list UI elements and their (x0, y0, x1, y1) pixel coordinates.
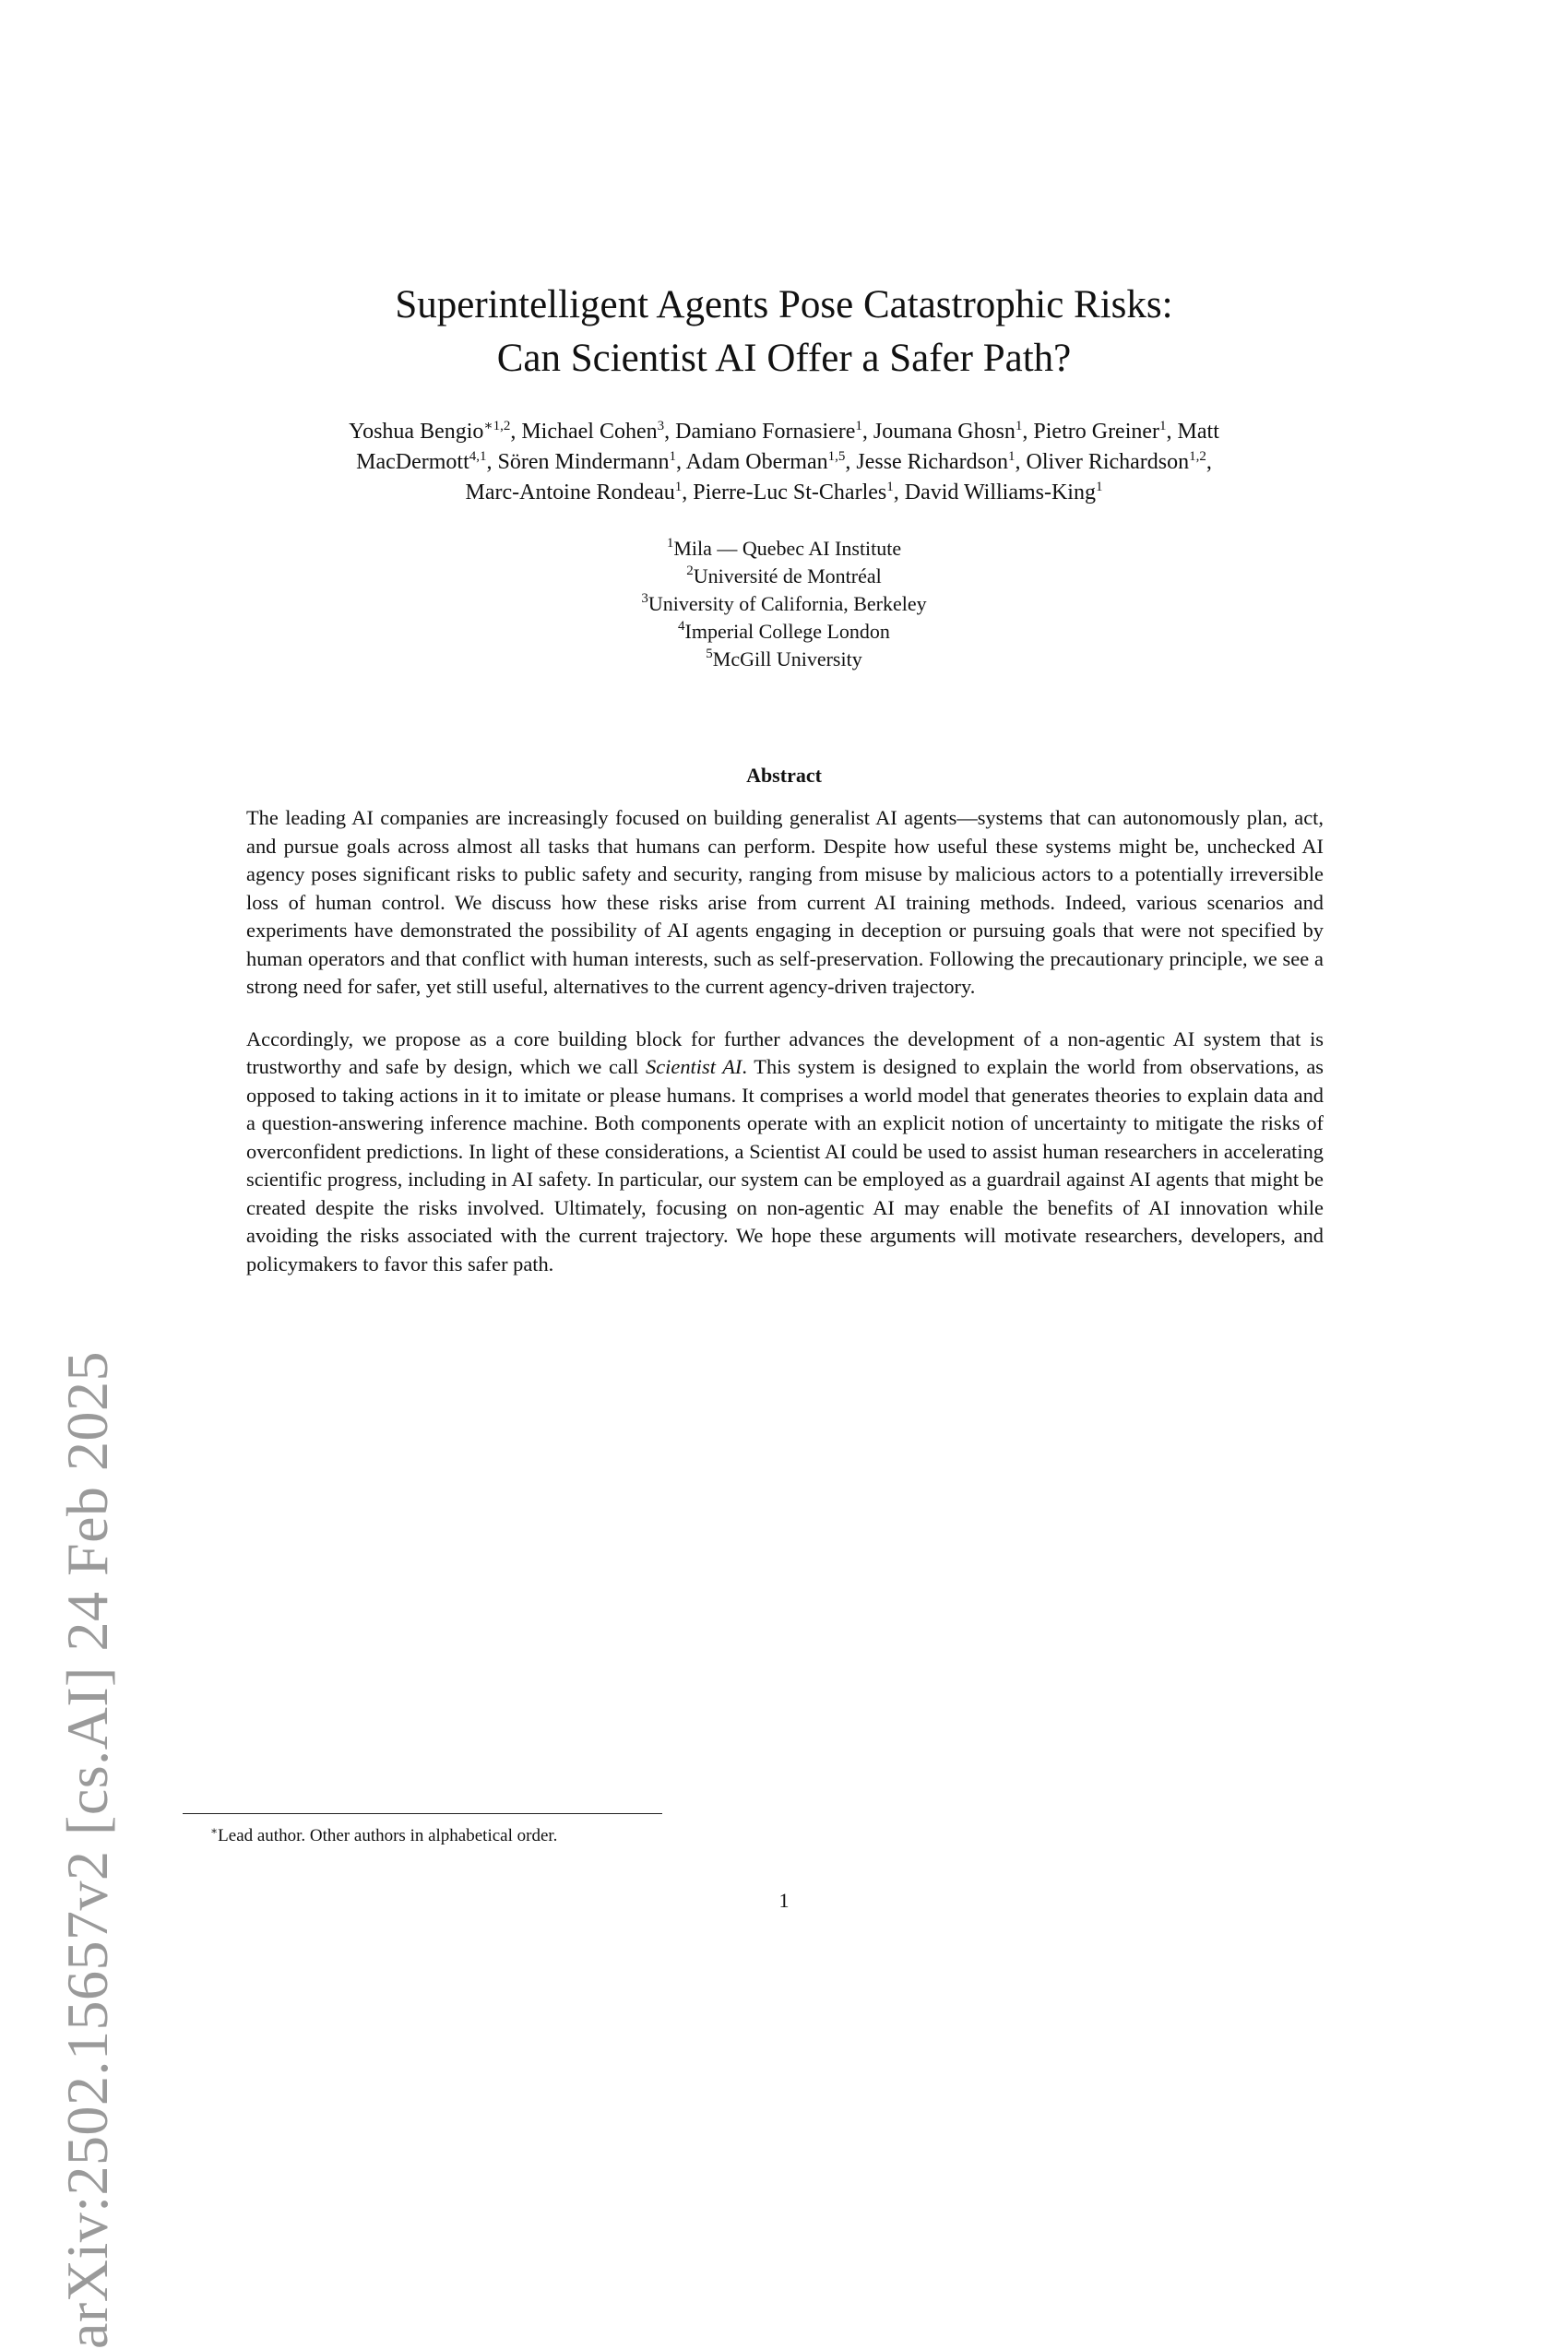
author-name: Oliver Richardson (1026, 450, 1190, 474)
footnote-divider (183, 1813, 662, 1814)
affiliation-name: University of California, Berkeley (647, 592, 927, 615)
footnote-marker: ∗ (210, 1824, 219, 1837)
author-name: Sören Mindermann (497, 450, 670, 474)
author-name: Jesse Richardson (856, 450, 1008, 474)
author-affiliation-marker: 4,1 (469, 449, 487, 464)
author-separator: , (893, 480, 905, 504)
author-separator: , (1015, 450, 1027, 474)
author-separator: , (845, 450, 857, 474)
footnote (210, 1824, 557, 1848)
author-list (203, 417, 1365, 508)
author-name: Marc-Antoine Rondeau (465, 480, 675, 504)
author-name: Damiano Fornasiere (675, 420, 856, 444)
title-line-2: Can Scientist AI Offer a Safer Path? (496, 337, 1072, 380)
author-separator: , (861, 420, 873, 444)
author-separator: , (675, 450, 686, 474)
author-affiliation-marker: 1 (886, 480, 894, 494)
abstract-heading: Abstract (746, 764, 822, 787)
affiliation-marker: 5 (706, 647, 713, 661)
affiliation-name: Université de Montréal (693, 564, 882, 587)
author-affiliation-marker: 1 (1095, 480, 1103, 494)
abstract-p2-text: . This system is designed to explain the world from observations, as opposed to taking actions in it to imitate or please humans. It comprises a world model that generates theories to explain data and a question-answering inference machine. Both components operate with an explicit notion of uncertainty to mitigate the risks of overconfident predictions. In light of these considerations, a Scientist AI could be used to assist human researchers in accelerating scientific progress, including in AI safety. In particular, our system can be employed as a guardrail against AI agents that might be created despite the risks involved. Ultimately, focusing on non-agentic AI may enable the benefits of AI innovation while avoiding the risks associated with the current trajectory. We hope these arguments will motivate researchers, developers, and policymakers to favor this safer path. (246, 1055, 1324, 1275)
author-name: Michael Cohen (521, 420, 658, 444)
author-line-1 (203, 417, 1365, 447)
affiliation-marker: 1 (666, 536, 674, 551)
author-name: Joumana Ghosn (873, 420, 1016, 444)
author-separator: , (1206, 450, 1212, 474)
affiliation-item (203, 563, 1365, 590)
author-name: Adam Oberman (685, 450, 828, 474)
author-line-2 (203, 447, 1365, 478)
arxiv-identifier: arXiv:2502.15657v2 [cs.AI] 24 Feb 2025 (54, 1351, 120, 2349)
affiliation-marker: 3 (641, 591, 648, 606)
footnote-text: Lead author. Other authors in alphabetical order. (218, 1826, 558, 1845)
abstract-body (246, 804, 1324, 1302)
author-separator: , (682, 480, 694, 504)
affiliation-item (203, 618, 1365, 646)
author-separator: , (486, 450, 498, 474)
page-number: 1 (778, 1889, 790, 1912)
author-affiliation-marker: 1,2 (1189, 449, 1206, 464)
affiliation-item (203, 590, 1365, 618)
author-name: Yoshua Bengio (349, 420, 484, 444)
author-separator: , (510, 420, 522, 444)
affiliation-list (203, 535, 1365, 673)
author-affiliation-marker: 1,5 (827, 449, 846, 464)
author-separator: , (1022, 420, 1034, 444)
author-affiliation-marker: 1 (1015, 419, 1023, 433)
scientist-ai-term: Scientist AI (646, 1055, 742, 1078)
author-affiliation-marker: ∗1,2 (483, 419, 511, 433)
affiliation-item (203, 535, 1365, 563)
abstract-paragraph-2 (246, 1026, 1324, 1279)
author-affiliation-marker: 1 (1159, 419, 1167, 433)
affiliation-name: McGill University (712, 647, 862, 670)
abstract-p2-text: Accordingly, we propose as a core building block for further advances the development of a non-agentic AI system that is trustworthy and safe by design, which we call (246, 1026, 1324, 1078)
arxiv-stamp (43, 553, 131, 2349)
affiliation-name: Imperial College London (684, 620, 890, 643)
author-separator: , (664, 420, 676, 444)
affiliation-marker: 2 (686, 564, 694, 578)
abstract-paragraph-1: The leading AI companies are increasingly focused on building generalist AI agents—systems that can autonomously plan, act, and pursue goals across almost all tasks that humans can perform. Despite how useful these systems might be, unchecked AI agency poses significant risks to public safety and security, ranging from misuse by malicious actors to a potentially irreversible loss of human control. We discuss how these risks arise from current AI training methods. Indeed, various scenarios and experiments have demonstrated the possibility of AI agents engaging in deception or pursuing goals that were not specified by human operators and that conflict with human interests, such as self-preservation. Following the precautionary principle, we see a strong need for safer, yet still useful, alternatives to the current agency-driven trajectory. (246, 806, 1324, 998)
author-line-3 (203, 478, 1365, 508)
author-affiliation-marker: 1 (669, 449, 676, 464)
author-name: MacDermott (356, 450, 469, 474)
author-separator: , Matt (1166, 420, 1219, 444)
author-affiliation-marker: 1 (855, 419, 862, 433)
affiliation-name: Mila — Quebec AI Institute (673, 537, 902, 560)
author-name: Pierre-Luc St-Charles (693, 480, 887, 504)
affiliation-item (203, 646, 1365, 673)
paper-title (203, 279, 1365, 386)
author-name: David Williams-King (904, 480, 1096, 504)
author-affiliation-marker: 1 (1008, 449, 1016, 464)
title-line-1: Superintelligent Agents Pose Catastrophic Risks: (395, 283, 1173, 326)
affiliation-marker: 4 (678, 619, 685, 634)
author-affiliation-marker: 1 (674, 480, 683, 494)
author-name: Pietro Greiner (1033, 420, 1160, 444)
author-affiliation-marker: 3 (657, 419, 665, 433)
